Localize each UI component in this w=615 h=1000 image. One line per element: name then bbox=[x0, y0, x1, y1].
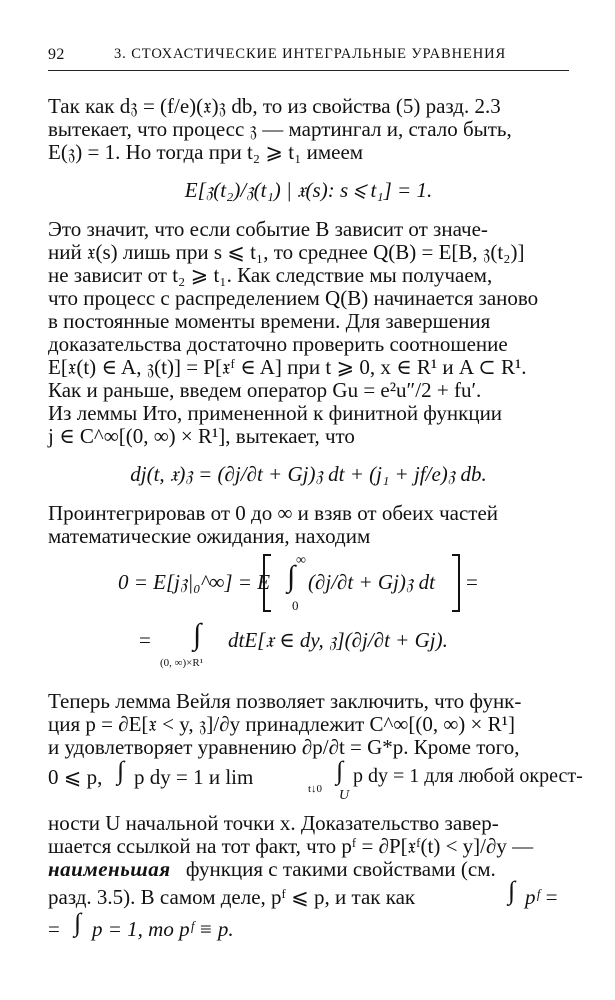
paragraph-2-line-3: не зависит от t₂ ⩾ t₁. Как следствие мы получаем, bbox=[48, 263, 493, 287]
line8-part-b: pᶠ = bbox=[525, 885, 559, 909]
paragraph-2-line-8: Как и раньше, введем оператор Gu = e²u″/2 + fu′. bbox=[48, 378, 482, 402]
paragraph-4-line-5: ности U начальной точки x. Доказательство завер- bbox=[48, 811, 499, 835]
paragraph-2-line-2: ний 𝔵(s) лишь при s ⩽ t₁, то среднее Q(B) = E[B, 𝔷(t₂)] bbox=[48, 240, 525, 264]
paragraph-2-line-9: Из леммы Ито, примененной к финитной функции bbox=[48, 401, 503, 425]
paragraph-1-line-1: Так как d𝔷 = (f/e)(𝔵)𝔷 db, то из свойства (5) разд. 2.3 bbox=[48, 94, 501, 118]
line9-part-b: p = 1, то pᶠ ≡ p. bbox=[92, 917, 234, 941]
equation-4-body: dtE[𝔵 ∈ dy, 𝔷](∂j/∂t + Gj). bbox=[228, 628, 448, 652]
line4-part-b: p dy = 1 и lim bbox=[134, 765, 254, 789]
running-title: 3. СТОХАСТИЧЕСКИЕ ИНТЕГРАЛЬНЫЕ УРАВНЕНИЯ bbox=[114, 46, 507, 62]
page-number: 92 bbox=[48, 46, 65, 63]
paragraph-4-line-2: ция p = ∂E[𝔵 < y, 𝔷]/∂y принадлежит C^∞[(0, ∞) × R¹] bbox=[48, 712, 515, 736]
paragraph-2-line-7: E[𝔵(t) ∈ A, 𝔷(t)] = P[𝔵ᶠ ∈ A] при t ⩾ 0, x ∈ R¹ и A ⊂ R¹. bbox=[48, 355, 527, 379]
paragraph-2-line-4: что процесс с распределением Q(B) начинается заново bbox=[48, 286, 539, 310]
right-bracket bbox=[452, 554, 460, 612]
integral-sign-3: ∫ bbox=[117, 756, 125, 785]
integral-domain: (0, ∞)×R¹ bbox=[160, 657, 204, 669]
integral-domain-U: U bbox=[339, 788, 350, 803]
paragraph-4-line-3: и удовлетворяет уравнению ∂p/∂t = G*p. Кроме того, bbox=[48, 735, 520, 759]
paragraph-2-line-1: Это значит, что если событие B зависит от значе- bbox=[48, 217, 488, 241]
limit-subscript: t↓0 bbox=[308, 783, 323, 795]
equation-1: E[𝔷(t₂)/𝔷(t₁) | 𝔵(s): s ⩽ t₁] = 1. bbox=[184, 178, 433, 202]
integral-upper-limit: ∞ bbox=[296, 553, 306, 568]
paragraph-2-line-6: доказательства достаточно проверить соотношение bbox=[48, 332, 508, 356]
paragraph-2-line-5: в постоянные моменты времени. Для завершения bbox=[48, 309, 491, 333]
integral-sign-4: ∫ bbox=[336, 756, 344, 785]
paragraph-1-line-2: вытекает, что процесс 𝔷 — мартингал и, стало быть, bbox=[48, 117, 512, 141]
integral-sign: ∫ bbox=[287, 560, 296, 593]
line4-part-c: p dy = 1 для любой окрест- bbox=[353, 765, 583, 787]
header-rule bbox=[48, 70, 569, 71]
equation-4-equals: = bbox=[139, 628, 151, 652]
integral-sign-5: ∫ bbox=[508, 876, 516, 905]
integral-sign-6: ∫ bbox=[74, 908, 82, 937]
paragraph-2-line-10: j ∈ C^∞[(0, ∞) × R¹], вытекает, что bbox=[48, 424, 355, 448]
equation-3-integrand: (∂j/∂t + Gj)𝔷 dt bbox=[308, 570, 435, 594]
paragraph-4-line-6: шается ссылкой на тот факт, что pᶠ = ∂P[𝔵ᶠ(t) < y]/∂y — bbox=[48, 834, 534, 858]
paragraph-1-line-3: E(𝔷) = 1. Но тогда при t₂ ⩾ t₁ имеем bbox=[48, 140, 364, 164]
integral-lower-limit: 0 bbox=[292, 598, 299, 613]
equation-3-equals: = bbox=[466, 570, 478, 594]
line7-rest: функция с такими свойствами (см. bbox=[185, 857, 496, 881]
integral-sign-2: ∫ bbox=[193, 618, 202, 651]
equation-2: dj(t, 𝔵)𝔷 = (∂j/∂t + Gj)𝔷 dt + (j₁ + jf/e)𝔷 db. bbox=[130, 462, 487, 486]
equation-3-left: 0 = E[j𝔷|₀^∞] = E bbox=[118, 570, 271, 594]
left-bracket bbox=[263, 554, 271, 612]
paragraph-4-line-1: Теперь лемма Вейля позволяет заключить, что функ- bbox=[48, 689, 522, 713]
line4-part-a: 0 ⩽ p, bbox=[48, 765, 103, 789]
paragraph-4-line-7 bbox=[48, 858, 569, 882]
paragraph-3-line-2: математические ожидания, находим bbox=[48, 524, 371, 548]
line9-part-a: = bbox=[48, 917, 60, 941]
emphasized-word: наименьшая bbox=[48, 857, 171, 881]
paragraph-3-line-1: Проинтегрировав от 0 до ∞ и взяв от обеих частей bbox=[48, 501, 499, 525]
line8-part-a: разд. 3.5). В самом деле, pᶠ ⩽ p, и так как bbox=[48, 885, 416, 909]
